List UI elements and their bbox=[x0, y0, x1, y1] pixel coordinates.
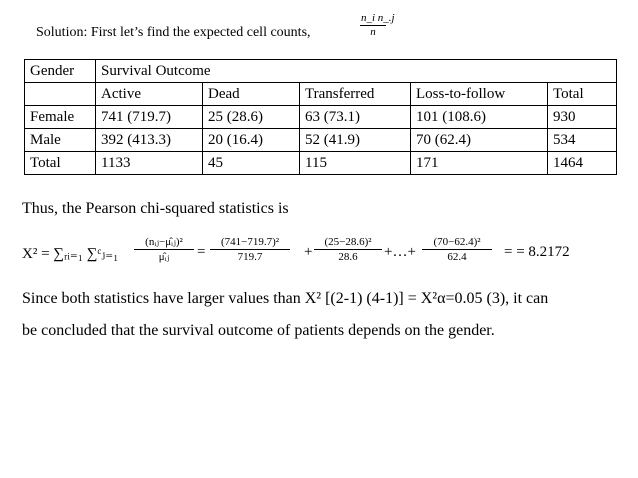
intro-text: Solution: First let’s find the expected cell counts, bbox=[36, 25, 311, 40]
fraction-numerator: n_i n_.j bbox=[361, 12, 395, 24]
formula-plus: + bbox=[304, 244, 313, 260]
table-row bbox=[25, 152, 617, 175]
table-cell: 52 (41.9) bbox=[300, 129, 411, 152]
paragraph-comparison: Since both statistics have larger values than X² [(2-1) (4-1)] = X²α=0.05 (3), it can bbox=[22, 290, 549, 307]
table-cell: 20 (16.4) bbox=[203, 129, 300, 152]
subheader-active: Active bbox=[96, 83, 203, 106]
formula-result: = = 8.2172 bbox=[504, 244, 570, 260]
subheader-blank bbox=[25, 83, 96, 106]
table-subheader-row bbox=[25, 83, 617, 106]
fraction-denominator: 62.4 bbox=[447, 251, 467, 263]
formula-ellipsis: +…+ bbox=[384, 244, 416, 260]
header-gender: Gender bbox=[25, 60, 96, 83]
subheader-dead: Dead bbox=[203, 83, 300, 106]
formula-general-fraction bbox=[134, 235, 194, 264]
formula-term-female-dead bbox=[314, 235, 382, 264]
formula-lhs: X² = ∑ᵣᵢ₌₁ ∑ᶜⱼ₌₁ bbox=[22, 246, 119, 262]
table-cell: 101 (108.6) bbox=[411, 106, 548, 129]
formula-term-male-loss bbox=[422, 235, 492, 264]
table-cell: 392 (413.3) bbox=[96, 129, 203, 152]
fraction-numerator: (nᵢⱼ−μ̂ᵢⱼ)² bbox=[134, 235, 194, 250]
table-cell: Total bbox=[25, 152, 96, 175]
table-cell: Female bbox=[25, 106, 96, 129]
table-cell: 70 (62.4) bbox=[411, 129, 548, 152]
table-cell: 171 bbox=[411, 152, 548, 175]
formula-equals: = bbox=[197, 244, 206, 260]
table-cell: 534 bbox=[548, 129, 617, 152]
contingency-table bbox=[24, 59, 617, 175]
table-cell: 115 bbox=[300, 152, 411, 175]
fraction-denominator: μ̂ᵢⱼ bbox=[158, 251, 170, 263]
fraction-denominator: 719.7 bbox=[237, 251, 263, 263]
fraction-denominator: 28.6 bbox=[338, 251, 358, 263]
fraction-denominator: n bbox=[370, 26, 376, 38]
header-survival-outcome: Survival Outcome bbox=[96, 60, 617, 83]
table-cell: 45 bbox=[203, 152, 300, 175]
table-header-row bbox=[25, 60, 617, 83]
table-cell: 1464 bbox=[548, 152, 617, 175]
expected-count-fraction bbox=[360, 12, 395, 38]
paragraph-pearson-intro: Thus, the Pearson chi-squared statistics is bbox=[22, 200, 289, 217]
subheader-total: Total bbox=[548, 83, 617, 106]
formula-term-female-active bbox=[210, 235, 290, 264]
fraction-numerator: (25−28.6)² bbox=[314, 235, 382, 250]
table-row bbox=[25, 106, 617, 129]
paragraph-conclusion: be concluded that the survival outcome of patients depends on the gender. bbox=[22, 322, 495, 339]
table-cell: 741 (719.7) bbox=[96, 106, 203, 129]
subheader-loss-to-follow: Loss-to-follow bbox=[411, 83, 548, 106]
fraction-numerator: (741−719.7)² bbox=[210, 235, 290, 250]
table-row bbox=[25, 129, 617, 152]
subheader-transferred: Transferred bbox=[300, 83, 411, 106]
table-cell: Male bbox=[25, 129, 96, 152]
fraction-numerator: (70−62.4)² bbox=[422, 235, 492, 250]
table-cell: 63 (73.1) bbox=[300, 106, 411, 129]
table-cell: 1133 bbox=[96, 152, 203, 175]
table-cell: 25 (28.6) bbox=[203, 106, 300, 129]
table-cell: 930 bbox=[548, 106, 617, 129]
